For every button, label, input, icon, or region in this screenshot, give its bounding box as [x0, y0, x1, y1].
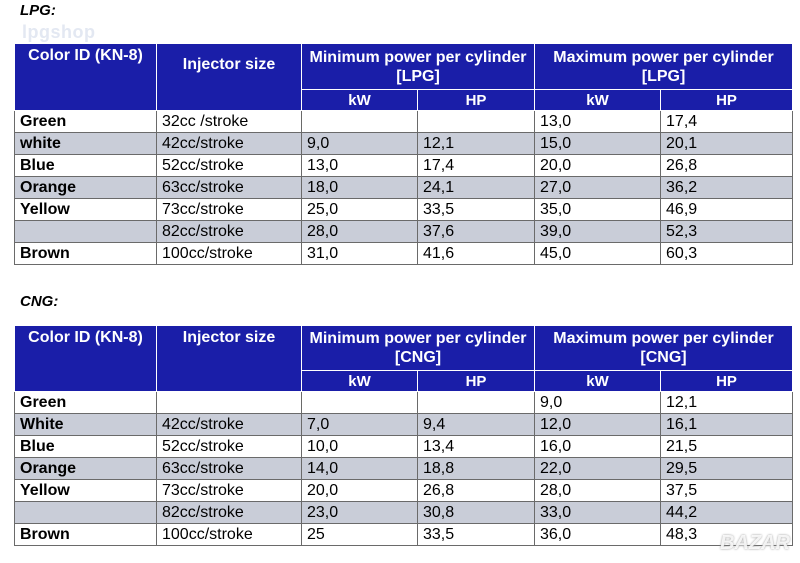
color-cell: Green [15, 111, 157, 133]
max-kw-cell: 33,0 [535, 502, 661, 524]
injector-cell: 63cc/stroke [157, 458, 302, 480]
max-hp-cell: 60,3 [661, 243, 793, 265]
table-row [15, 243, 793, 265]
header-max-kw: kW [535, 371, 661, 392]
max-kw-cell: 36,0 [535, 524, 661, 546]
max-hp-cell: 29,5 [661, 458, 793, 480]
injector-cell [157, 392, 302, 414]
table-row [15, 436, 793, 458]
max-kw-cell: 39,0 [535, 221, 661, 243]
bazar-watermark: BAZAR [720, 532, 790, 554]
injector-cell: 52cc/stroke [157, 436, 302, 458]
color-cell: Orange [15, 177, 157, 199]
injector-cell: 32cc /stroke [157, 111, 302, 133]
table-row [15, 199, 793, 221]
header-max-hp: HP [661, 90, 793, 111]
table-row [15, 392, 793, 414]
max-hp-cell: 46,9 [661, 199, 793, 221]
injector-cell: 82cc/stroke [157, 221, 302, 243]
injector-cell: 63cc/stroke [157, 177, 302, 199]
min-kw-cell [302, 392, 418, 414]
min-hp-cell: 41,6 [418, 243, 535, 265]
max-kw-cell: 27,0 [535, 177, 661, 199]
min-hp-cell: 24,1 [418, 177, 535, 199]
injector-cell: 100cc/stroke [157, 243, 302, 265]
min-hp-cell: 37,6 [418, 221, 535, 243]
table-row [15, 480, 793, 502]
min-kw-cell: 25 [302, 524, 418, 546]
min-kw-cell: 25,0 [302, 199, 418, 221]
max-kw-cell: 12,0 [535, 414, 661, 436]
header-min-kw: kW [302, 90, 418, 111]
injector-cell: 52cc/stroke [157, 155, 302, 177]
max-kw-cell: 9,0 [535, 392, 661, 414]
color-cell: Yellow [15, 199, 157, 221]
max-kw-cell: 13,0 [535, 111, 661, 133]
min-hp-cell [418, 392, 535, 414]
min-kw-cell: 13,0 [302, 155, 418, 177]
min-hp-cell: 30,8 [418, 502, 535, 524]
min-hp-cell: 17,4 [418, 155, 535, 177]
injector-cell: 82cc/stroke [157, 502, 302, 524]
injector-cell: 42cc/stroke [157, 133, 302, 155]
injector-cell: 73cc/stroke [157, 480, 302, 502]
max-kw-cell: 45,0 [535, 243, 661, 265]
header-min-kw: kW [302, 371, 418, 392]
color-cell: Green [15, 392, 157, 414]
table-row [15, 458, 793, 480]
max-kw-cell: 16,0 [535, 436, 661, 458]
header-min-hp: HP [418, 371, 535, 392]
header-min-hp: HP [418, 90, 535, 111]
table-row [15, 524, 793, 546]
header-injector-size: Injector size [157, 44, 302, 111]
max-hp-cell: 37,5 [661, 480, 793, 502]
min-kw-cell: 20,0 [302, 480, 418, 502]
min-kw-cell: 10,0 [302, 436, 418, 458]
min-hp-cell [418, 111, 535, 133]
max-hp-cell: 16,1 [661, 414, 793, 436]
color-cell: Orange [15, 458, 157, 480]
table-row [15, 502, 793, 524]
max-kw-cell: 20,0 [535, 155, 661, 177]
cng-section-title: CNG: [20, 293, 59, 310]
header-max-hp: HP [661, 371, 793, 392]
max-hp-cell: 36,2 [661, 177, 793, 199]
min-kw-cell: 9,0 [302, 133, 418, 155]
table-row [15, 155, 793, 177]
color-cell: Blue [15, 436, 157, 458]
header-min-power: Minimum power per cylinder [LPG] [302, 44, 535, 90]
color-cell [15, 221, 157, 243]
header-injector-size: Injector size [157, 326, 302, 392]
max-kw-cell: 35,0 [535, 199, 661, 221]
color-cell: white [15, 133, 157, 155]
injector-cell: 73cc/stroke [157, 199, 302, 221]
min-kw-cell: 18,0 [302, 177, 418, 199]
table-row [15, 133, 793, 155]
header-color-id: Color ID (KN-8) [15, 326, 157, 392]
cng-table [14, 325, 793, 546]
injector-cell: 42cc/stroke [157, 414, 302, 436]
min-hp-cell: 9,4 [418, 414, 535, 436]
min-hp-cell: 33,5 [418, 524, 535, 546]
lpg-section-title: LPG: [20, 2, 56, 19]
color-cell: Blue [15, 155, 157, 177]
color-cell [15, 502, 157, 524]
min-kw-cell: 14,0 [302, 458, 418, 480]
header-max-kw: kW [535, 90, 661, 111]
header-max-power: Maximum power per cylinder [LPG] [535, 44, 793, 90]
max-kw-cell: 28,0 [535, 480, 661, 502]
max-hp-cell: 26,8 [661, 155, 793, 177]
max-hp-cell: 21,5 [661, 436, 793, 458]
min-hp-cell: 13,4 [418, 436, 535, 458]
max-kw-cell: 22,0 [535, 458, 661, 480]
table-row [15, 221, 793, 243]
min-hp-cell: 12,1 [418, 133, 535, 155]
header-max-power: Maximum power per cylinder [CNG] [535, 326, 793, 371]
max-hp-cell: 20,1 [661, 133, 793, 155]
color-cell: Brown [15, 524, 157, 546]
table-row [15, 111, 793, 133]
color-cell: Brown [15, 243, 157, 265]
min-kw-cell: 7,0 [302, 414, 418, 436]
min-hp-cell: 33,5 [418, 199, 535, 221]
injector-cell: 100cc/stroke [157, 524, 302, 546]
color-cell: Yellow [15, 480, 157, 502]
max-hp-cell: 17,4 [661, 111, 793, 133]
color-cell: White [15, 414, 157, 436]
lpg-table [14, 43, 793, 265]
min-kw-cell: 28,0 [302, 221, 418, 243]
header-min-power: Minimum power per cylinder [CNG] [302, 326, 535, 371]
min-kw-cell: 31,0 [302, 243, 418, 265]
min-hp-cell: 26,8 [418, 480, 535, 502]
max-hp-cell: 48,3 [661, 524, 793, 546]
watermark: lpgshop [22, 22, 96, 42]
max-kw-cell: 15,0 [535, 133, 661, 155]
max-hp-cell: 44,2 [661, 502, 793, 524]
min-kw-cell: 23,0 [302, 502, 418, 524]
min-hp-cell: 18,8 [418, 458, 535, 480]
table-row [15, 177, 793, 199]
header-color-id: Color ID (KN-8) [15, 44, 157, 111]
max-hp-cell: 12,1 [661, 392, 793, 414]
max-hp-cell: 52,3 [661, 221, 793, 243]
table-row [15, 414, 793, 436]
min-kw-cell [302, 111, 418, 133]
